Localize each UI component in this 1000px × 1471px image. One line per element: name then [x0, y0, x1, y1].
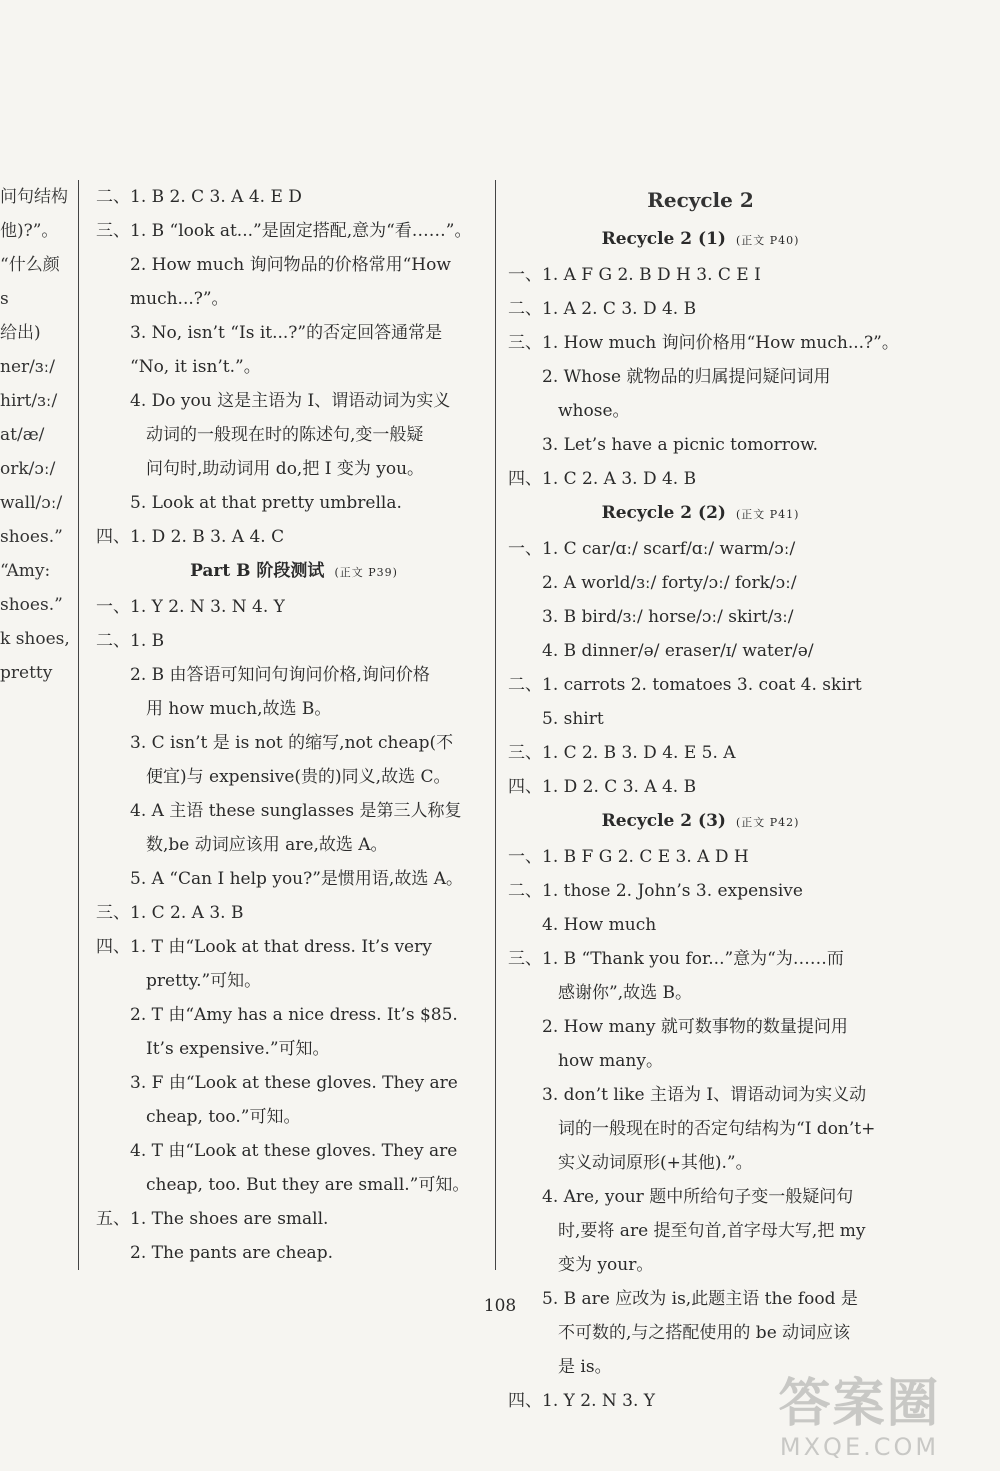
middle-answer-line: 2. How much 询问物品的价格常用“How — [130, 255, 451, 275]
middle-answer-line: “No, it isn’t.”。 — [130, 357, 261, 377]
right-column — [508, 180, 899, 1418]
right-answer-line: 3. don’t like 主语为 I、谓语动词为实义动 — [542, 1085, 867, 1105]
middle-answer-line: 三、1. B “look at...”是固定搭配,意为“看……”。 — [96, 221, 472, 241]
left-column-fragment — [0, 180, 78, 690]
right-answer-line: 四、1. Y 2. N 3. Y — [508, 1391, 655, 1411]
heading-page-ref: (正文 P40) — [735, 234, 800, 247]
middle-answer-line: 问句时,助动词用 do,把 I 变为 you。 — [146, 459, 425, 479]
right-answer-line: how many。 — [558, 1051, 663, 1071]
middle-answer-line: 3. No, isn’t “Is it...?”的否定回答通常是 — [130, 323, 443, 343]
right-answer-line: 是 is。 — [558, 1357, 612, 1377]
left-line: pretty — [0, 663, 53, 683]
middle-answer-line: 三、1. C 2. A 3. B — [96, 903, 244, 923]
right-answer-line: 二、1. carrots 2. tomatoes 3. coat 4. skirt — [508, 675, 862, 695]
middle-answer-line: cheap, too. But they are small.”可知。 — [146, 1175, 470, 1195]
middle-answer-line: 3. F 由“Look at these gloves. They are — [130, 1073, 458, 1093]
middle-answer-line: 四、1. D 2. B 3. A 4. C — [96, 527, 285, 547]
middle-answer-line: 4. T 由“Look at these gloves. They are — [130, 1141, 458, 1161]
left-line: shoes.” — [0, 527, 63, 547]
middle-answer-line: 用 how much,故选 B。 — [146, 699, 332, 719]
left-line: 给出) — [0, 323, 41, 343]
middle-answer-line: 四、1. T 由“Look at that dress. It’s very — [96, 937, 432, 957]
middle-answer-line: 2. T 由“Amy has a nice dress. It’s $85. — [130, 1005, 458, 1025]
middle-answer-line: 2. B 由答语可知问句询问价格,询问价格 — [130, 665, 430, 685]
column-divider-right — [495, 180, 496, 1270]
section-title: Recycle 2 — [647, 188, 754, 212]
section-heading — [508, 222, 893, 258]
right-answer-line: 四、1. C 2. A 3. D 4. B — [508, 469, 697, 489]
right-answer-line: 3. Let’s have a picnic tomorrow. — [542, 435, 819, 455]
section-heading — [508, 496, 893, 532]
right-answer-line: 三、1. C 2. B 3. D 4. E 5. A — [508, 743, 736, 763]
middle-answer-line: 动词的一般现在时的陈述句,变一般疑 — [146, 425, 424, 445]
middle-answer-line: 二、1. B — [96, 631, 165, 651]
right-answer-line: 5. B are 应改为 is,此题主语 the food 是 — [542, 1289, 858, 1309]
left-line: s — [0, 289, 9, 309]
right-answer-line: 三、1. How much 询问价格用“How much...?”。 — [508, 333, 899, 353]
heading-page-ref: (正文 P42) — [735, 816, 800, 829]
middle-answer-line: 2. The pants are cheap. — [130, 1243, 333, 1263]
left-line: wall/ɔː/ — [0, 493, 63, 513]
middle-answer-line: 5. Look at that pretty umbrella. — [130, 493, 402, 513]
right-answer-line: 2. A world/ɜː/ forty/ɔː/ fork/ɔː/ — [542, 573, 797, 593]
section-heading — [96, 554, 492, 590]
left-line: 问句结构 — [0, 187, 68, 207]
right-answer-line: 变为 your。 — [558, 1255, 654, 1275]
heading-page-ref: (正文 P39) — [334, 566, 398, 579]
watermark-site-text: MXQE.COM — [779, 1433, 940, 1461]
right-answer-line: 5. shirt — [542, 709, 604, 729]
middle-answer-line: 4. Do you 这是主语为 I、谓语动词为实义 — [130, 391, 451, 411]
right-answer-line: 不可数的,与之搭配使用的 be 动词应该 — [558, 1323, 851, 1343]
middle-answer-line: 5. A “Can I help you?”是惯用语,故选 A。 — [130, 869, 464, 889]
right-answer-line: 实义动词原形(+其他).”。 — [558, 1153, 753, 1173]
right-answer-line: 4. How much — [542, 915, 657, 935]
heading-title: Recycle 2 (3) — [601, 811, 726, 831]
heading-title: Recycle 2 (1) — [601, 229, 726, 249]
right-answer-line: 时,要将 are 提至句首,首字母大写,把 my — [558, 1221, 866, 1241]
right-answer-line: 2. How many 就可数事物的数量提问用 — [542, 1017, 848, 1037]
right-answer-line: 一、1. A F G 2. B D H 3. C E I — [508, 265, 761, 285]
watermark-main-text: 答案圈 — [778, 1374, 941, 1434]
middle-column — [96, 180, 492, 1270]
middle-answer-line: much...?”。 — [130, 289, 229, 309]
heading-page-ref: (正文 P41) — [735, 508, 800, 521]
left-line: k shoes, — [0, 629, 70, 649]
watermark-logo — [727, 1375, 992, 1465]
section-heading — [508, 804, 893, 840]
left-line: shoes.” — [0, 595, 63, 615]
left-line: “什么颜 — [0, 255, 60, 275]
middle-answer-line: 数,be 动词应该用 are,故选 A。 — [146, 835, 388, 855]
middle-answer-line: It’s expensive.”可知。 — [146, 1039, 330, 1059]
right-answer-line: 3. B bird/ɜː/ horse/ɔː/ skirt/ɜː/ — [542, 607, 794, 627]
middle-answer-line: 便宜)与 expensive(贵的)同义,故选 C。 — [146, 767, 451, 787]
left-line: “Amy: — [0, 561, 51, 581]
right-answer-line: 三、1. B “Thank you for...”意为“为……而 — [508, 949, 844, 969]
heading-title: Part B 阶段测试 — [190, 561, 325, 581]
middle-answer-line: pretty.”可知。 — [146, 971, 262, 991]
middle-answer-line: 二、1. B 2. C 3. A 4. E D — [96, 187, 302, 207]
right-answer-line: 感谢你”,故选 B。 — [558, 983, 692, 1003]
left-line: hirt/ɜː/ — [0, 391, 58, 411]
right-answer-line: 二、1. those 2. John’s 3. expensive — [508, 881, 803, 901]
middle-answer-line: 一、1. Y 2. N 3. N 4. Y — [96, 597, 285, 617]
right-answer-line: 词的一般现在时的否定句结构为“I don’t+ — [558, 1119, 876, 1139]
middle-answer-line: 五、1. The shoes are small. — [96, 1209, 329, 1229]
left-line: ner/ɜː/ — [0, 357, 55, 377]
right-answer-line: whose。 — [558, 401, 630, 421]
right-answer-line: 2. Whose 就物品的归属提问疑问词用 — [542, 367, 831, 387]
middle-answer-line: 3. C isn’t 是 is not 的缩写,not cheap(不 — [130, 733, 454, 753]
heading-title: Recycle 2 (2) — [601, 503, 726, 523]
left-line: at/æ/ — [0, 425, 45, 445]
right-answer-line: 一、1. C car/ɑː/ scarf/ɑː/ warm/ɔː/ — [508, 539, 796, 559]
left-line: ork/ɔː/ — [0, 459, 56, 479]
page-number: 108 — [483, 1296, 517, 1316]
right-answer-line: 4. B dinner/ə/ eraser/ɪ/ water/ə/ — [542, 641, 814, 661]
right-answer-line: 一、1. B F G 2. C E 3. A D H — [508, 847, 749, 867]
right-answer-line: 四、1. D 2. C 3. A 4. B — [508, 777, 697, 797]
column-divider-left — [78, 180, 79, 1270]
right-answer-line: 4. Are, your 题中所给句子变一般疑问句 — [542, 1187, 854, 1207]
right-answer-line: 二、1. A 2. C 3. D 4. B — [508, 299, 697, 319]
middle-answer-line: cheap, too.”可知。 — [146, 1107, 301, 1127]
left-line: 他)?”。 — [0, 221, 59, 241]
middle-answer-line: 4. A 主语 these sunglasses 是第三人称复 — [130, 801, 462, 821]
